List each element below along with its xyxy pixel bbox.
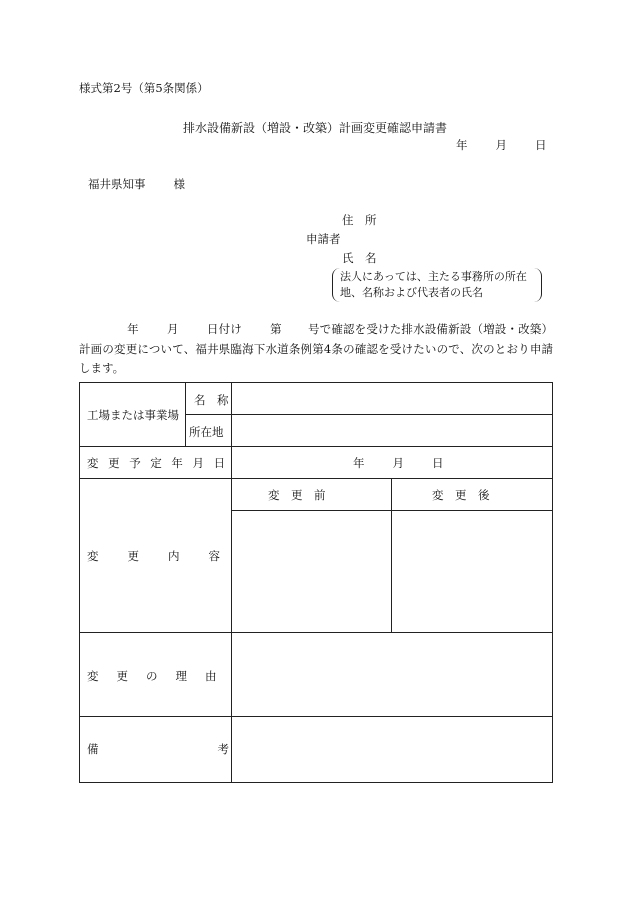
remarks-label: 備考: [87, 742, 348, 756]
before-label: 変 更 前: [268, 488, 326, 502]
remarks-field[interactable]: [237, 722, 547, 778]
facility-location-field[interactable]: [240, 423, 545, 439]
applicant-label: 申請者: [306, 232, 341, 246]
facility-location-label: 所在地: [189, 425, 224, 439]
scheduled-year: 年: [353, 456, 365, 470]
document-title: 排水設備新設（増設・改築）計画変更確認申請書: [182, 121, 447, 135]
date-day: 日: [535, 138, 547, 152]
application-form-table: [79, 382, 553, 783]
body-year: 年: [127, 322, 139, 336]
scheduled-date-field[interactable]: [353, 455, 444, 471]
form-number: 様式第2号（第5条関係）: [79, 81, 209, 95]
scheduled-day: 日: [432, 456, 444, 470]
addressee-honorific: 様: [173, 177, 185, 191]
change-reason-label: 変更の理由: [87, 669, 235, 683]
after-field[interactable]: [397, 514, 547, 626]
change-content-text: 変更内容: [87, 549, 249, 563]
corporation-note: 法人にあっては、主たる事務所の所在地、名称および代表者の氏名: [332, 268, 542, 302]
addressee: [88, 176, 185, 192]
scheduled-date-label: 変更予定年月日: [87, 456, 235, 470]
application-statement: [79, 320, 553, 379]
address-label: 住 所: [342, 213, 377, 227]
addressee-name: 福井県知事: [88, 177, 146, 191]
facility-label: 工場または事業場: [87, 408, 179, 422]
body-number-prefix: 第: [269, 322, 282, 336]
submission-date: [456, 137, 547, 153]
body-month: 月: [166, 322, 179, 336]
change-reason-field[interactable]: [237, 638, 547, 710]
scheduled-month: 月: [392, 456, 404, 470]
after-label: 変 更 後: [432, 488, 490, 502]
change-content-label: [87, 548, 249, 564]
name-label: 氏 名: [342, 251, 377, 265]
date-month: 月: [495, 138, 507, 152]
body-sentence: 号で確認を受けた排水設備新設（増設・改築）計画の変更について、福井県臨海下水道条例第4条の確認を受けたいので、次のとおり申請します。: [79, 322, 554, 375]
facility-name-label: 名 称: [194, 393, 229, 407]
body-date-suffix: 日付け: [206, 322, 242, 336]
date-year: 年: [456, 138, 468, 152]
before-field[interactable]: [237, 514, 385, 626]
facility-name-field[interactable]: [240, 391, 545, 407]
